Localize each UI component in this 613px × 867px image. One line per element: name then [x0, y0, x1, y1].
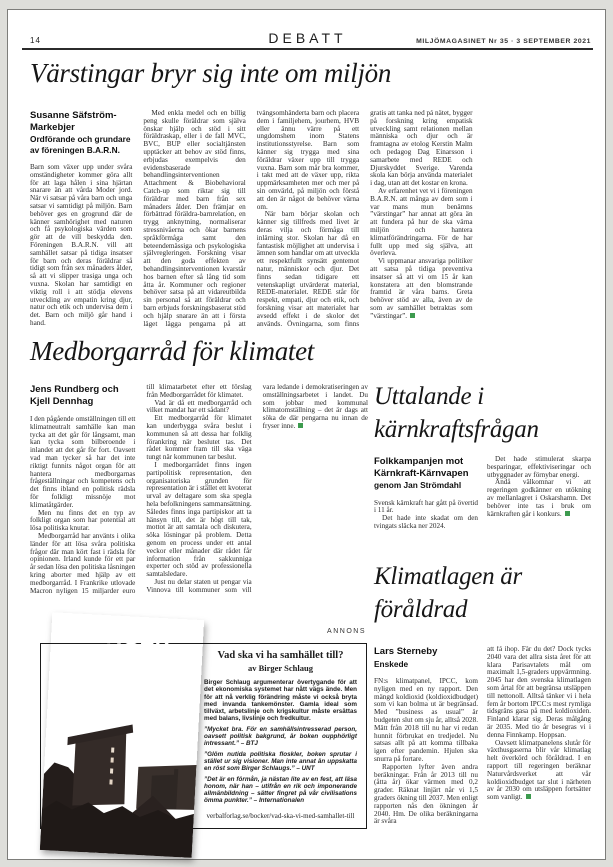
- newspaper-page: [7, 9, 606, 860]
- article2-body: [30, 384, 368, 602]
- article2-paragraph: Ett medborgarråd för klimatet kan underbygga svåra beslut i kommunen så att dessa har folklig förankring när beslutet tas. Det rådet kommer fram till ska väga tungt när kommunen tar beslut.: [146, 414, 252, 462]
- article4-title: Klimatlagen är föråldrad: [374, 563, 522, 623]
- book-cover: [40, 612, 204, 858]
- end-of-article-marker: [410, 313, 415, 318]
- article1-paragraph: När barn börjar skolan och känner sig tillfreds med livet är deras vilja och förmåga till inlärning stor. Skolan har då en fantastisk möjlighet att undervisa i ämnen som handlar om att utveckla ett respektfullt synsätt gentemot natur, människor och djur. Det finns sedan tidigare ett vetenskapligt utvärderat material, REDE-materialet. REDE står för respekt, empati, djur och etik, och forskning visar att materialet har avsedd effekt i de skolor det används. Övningarna, som finns gratis att tanka ned på nätet, bygger på forskning kring empatisk utveckling samt relationen mellan människa och djur och är framtagna av etolog Kerstin Malm och pedagog Dag Einarsson i samarbete med REDE och Djurskyddet Sverige. Varenda skola kan börja använda materialet i dag, utan att det kostar en krona.: [256, 110, 473, 328]
- article4-paragraph: att få ihop. Får du det? Dock tycks 2040 vara det allra sista året för att klara Parisavtalets mål om maximalt 1,5-graders uppvärmning. 2045 har den svenska klimatlagen som årtal för att begränsa utsläppen till nettonoll. Alltså tänker vi i hela fem år bortom IPCC:s mest rymliga tidsgräns gasa på med koldioxiden. Finland klarar sig. Deras målgång är 2035. Med tio år besegras vi i denna Finnkamp. Hoppsan.: [487, 646, 591, 739]
- article2-paragraph: Just nu delar staten ut pengar via Vinnova till kommuner som vill vara ledande i demokratiseringen av omställningsarbetet i landet. Du som jobbar med kommunal klimatomställning – det är dags att söka de där pengarna nu innan de fryser inne.: [146, 384, 368, 594]
- ad-quote: ”Mycket bra. För en samhällsintresserad person, oavsett politisk bakgrund, är boken oupphörligt intressant.” – BTJ: [204, 725, 357, 748]
- article4-author-role: Enskede: [374, 658, 409, 669]
- article3-column-2: [487, 456, 591, 558]
- article2-paragraph: I den pågående omställningen till ett klimatneutralt samhälle kan man tycka att det går för långsamt, man kan tycka som bilberoende i inlandet att det går för fort. Oavsett vad man tycker så har det inte riktigt funnits något organ för att hantera medborgarnas frågeställningar och kompetens och det finns ibland en politisk rädsla för folkligt missnöje mot klimatåtgärder.: [30, 415, 136, 509]
- article3-paragraph: Ändå välkomnar vi att regeringen godkänner en utökning av mellanlagret i Oskarshamn. Det behöver inte tas i bruk om kärnkraften går i konkurs.: [487, 478, 591, 518]
- article2-paragraph: I medborgarrådet finns ingen partipolitisk representation, den organisatoriska grunden för representation är i stället ett kvoterat urval av deltagare som ska spegla hela befolkningens sammansättning. Således finns inga partipiskor att ta hänsyn till, det är högt till tak, mottot är att samtala och diskutera, söka lösningar på problem. Detta genom en process under ett antal veckor eller månader där rådet får information från sakkunniga experter och stöd av professionella samtalsledare.: [146, 460, 252, 579]
- article3-author-by: genom Jan Strömdahl: [374, 480, 462, 490]
- article3-paragraph: Det hade stimulerat skarpa besparingar, effektiviseringar och utbyggnader av förnybar energi.: [487, 456, 591, 479]
- article4-author: Lars Sterneby: [374, 646, 438, 657]
- article1-author-role: Ordförande och grundare av föreningen B.A.R.N.: [30, 134, 131, 155]
- end-of-article-marker: [565, 511, 570, 516]
- article4-body: [374, 646, 592, 852]
- article2-paragraph: Medborgarråd har använts i olika länder för att lösa svåra politiska frågor där man kört fast i rädsla för opinionen. Irland kunde för ett par år sedan lösa den politiska låsningen kring aborter med hjälp av ett medborgarråd. I Frankrike utlovade Macron nyligen 15 miljarder euro till klimatarbetet efter ett förslag från Medborgarrådet för klimatet.: [30, 384, 252, 595]
- section-title: DEBATT: [268, 30, 347, 46]
- article1-byline: [30, 110, 132, 155]
- article2-author: Jens Rundberg och Kjell Dennhag: [30, 384, 119, 407]
- ad-label: ANNONS: [327, 628, 366, 635]
- article2-byline: [30, 384, 135, 407]
- article4-paragraph: Oavsett klimatpanelens slutår för växthusgaserna blir vår klimatlag helt överkörd och föråldrad. I en rapport till regeringen beräknar Naturvårdsverket att vår koldioxidbudget tar slut i närheten av år 2030 om utsläppen fortsätter som vanligt.: [487, 738, 591, 802]
- article1-paragraph: Barn som växer upp under svåra omständigheter kommer göra allt för att laga hålen i sina hjärtan snarare än att vårda Moder jord. När vi satsar på våra barn och unga satsar vi samtidigt på miljön. Barn behöver ges en grogrund där de känner samhörighet med naturen och få psykologiska värden som gör att de vill beskydda den. Föreningen B.A.R.N. vill att samhället satsar på tidiga insatser för barn och deras föräldrar så tidigt som från sex månaders ålder, så att vi slipper trasiga unga och vuxna. Skolan har samtidigt en viktig roll i att stödja elevens utveckling av empatin kring djur, natur och etik och undervisa dem i det. Barn och miljö går hand i hand.: [30, 163, 133, 327]
- article4-byline: [374, 646, 478, 669]
- article1-paragraph: Vi uppmanar ansvariga politiker att satsa på tidiga preventiva insatser så att vi om 15 år kan konstatera att den blomstrande framtid är våra barns. Greta behöver stöd av alla, även av de som av samhället betraktas som ”värstingar”.: [370, 257, 473, 320]
- article1-paragraph: Med enkla medel och en billig peng skulle föräldrar som själva önskar hjälp och stöd i sitt föräldraskap, eller i de fall MVC, BVC, BUP eller socialtjänsten upptäcker att behov av stöd finns, erbjudas exempelvis den evidensbaserade behandlingsinterventionen Attachment & Biobehavioral Catch-up som riktar sig till föräldrar med barn från sex månaders ålder. Den främjar en förbättrad föräldra-barnrelation, en trygg anknytning, normaliserar stressnivåerna och ökar barnens språkförmåga samt den beteendemässiga och psykologiska självregleringen. Forskning visar att den goda effekten av behandlingsinterventionen kvarstår hos barnen efter så lång tid som åtta år. Kommuner och regioner behöver satsa på att vidareutbilda sin personal så att föräldrar och barn erbjuds forskningsbaserat stöd och hjälp snarare än att i första läget lägga pengarna på att tvångsomhänderta barn och placera dem i familjehem, jourhem, HVB eller ännu värre på ett ungdomshem inom Statens institutionsstyrelse. Barn som känner sig trygga med sina föräldrar växer upp till trygga vuxna. Barn som mår bra kommer, i takt med att de växer upp, rikta uppmärksamheten mer och mer på sin omvärld, på miljön och förstå att den är något de behöver värna om.: [143, 110, 360, 328]
- issue-info: MILJÖMAGASINET Nr 35 · 3 SEPTEMBER 2021: [416, 38, 591, 45]
- end-of-article-marker: [298, 423, 303, 428]
- page-header: [22, 24, 593, 50]
- ad-text: [204, 650, 357, 820]
- article3-author-org: Folkkampanjen mot Kärnkraft-Kärnvapen: [374, 456, 469, 479]
- ad-url: verbalforlag.se/bocker/vad-ska-vi-med-samhallet-till: [206, 811, 355, 820]
- article3-column-1: [374, 456, 478, 558]
- book-title: Vad ska vi ha samhället till?: [82, 655, 167, 688]
- book-publisher: verbal: [166, 716, 184, 724]
- book-author-first-name: BIRGER: [82, 621, 173, 652]
- article1-paragraph: Av erfarenhet vet vi i föreningen B.A.R.N. att många av dem som i var mans mun benämns ”värstingar” har annat att göra än att fundera på hur de ska värna miljön och hantera klimatförändringarna. För de har fullt upp med sig själva, att överleva.: [370, 186, 473, 258]
- ad-subheading: av Birger Schlaug: [247, 663, 313, 673]
- book-author-last-name: SCHLAUG: [71, 690, 176, 718]
- article3-title: Uttalande i kärnkraftsfrågan: [374, 383, 539, 443]
- ad-body: Birger Schlaug argumenterar övertygande för att det ekonomiska systemet har nått vägs ände. Men för att nå verklig förändring måste vi också bryta med invanda tankemönster. Gamla ideal som tillväxt, arbetslinje och krigskultur måste ersättas med balans, livslinje och fredkultur.: [204, 679, 357, 723]
- article4-column-1: [374, 646, 478, 852]
- article3-paragraph: Det hade inte skadat om den tvingats släcka ner 2024.: [374, 514, 478, 530]
- article1-body: [30, 110, 586, 334]
- book-cover-text: [47, 612, 204, 724]
- article4-paragraph: Rapporten lyfter även andra beräkningar. Från år 2013 till nu (åtta år) ökar värmen med 0,2 grader. Räknat linjärt når vi 1,5 graders ökning till 2037. Men enligt rapporten nås den ökningen år 2040. Hm. De olika beräkningarna är svåra: [374, 762, 478, 826]
- end-of-article-marker: [526, 794, 531, 799]
- page-number: 14: [30, 36, 41, 45]
- ad-quote: ”Glöm nutida politiska floskler, boken sprutar i stället ur sig visioner. Man inte annat än uppskatta en röst som Birger Schlaugs.” – UNT: [204, 750, 357, 773]
- article3-byline: [374, 456, 478, 491]
- ad-heading: Vad ska vi ha samhället till?: [217, 650, 344, 661]
- article1-author: Susanne Säfström-Markebjer: [30, 110, 117, 133]
- article2-title: Medborgarråd för klimatet: [30, 336, 314, 366]
- ad-quote: ”Det är en förmån, ja nästan lite av en fest, att läsa honom, när han – utifrån en rik och imponerande allmänbildning – sätter fingret på vår civilisations ömma punkter.” – Internationalen: [204, 775, 357, 805]
- article4-paragraph: FN:s klimatpanel, IPCC, kom nyligen med en ny rapport. Den mängd koldioxid (koldioxidbudget) som vi kan bolma ut är begränsad. Med ”business as usual” är budgeten slut om sju år, alltså 2028. Mätt från 2018 till nu har vi redan hunnit förbrukat en tredjedel. Nu satsas allt på att komma tillbaka igen efter pandemin. Hjulen ska snurra på fortare.: [374, 677, 478, 763]
- article3-body: [374, 456, 592, 558]
- article3-paragraph: Svensk kärnkraft har gått på övertid i 11 år.: [374, 498, 478, 515]
- article2-paragraph: Vad är då ett medborgarråd och vilket mandat har ett sådant?: [146, 398, 252, 415]
- article1-title: Värstingar bryr sig inte om miljön: [30, 58, 392, 88]
- article2-paragraph: Men nu finns det en typ av folkligt organ som har potential att lösa politiska knutar.: [30, 508, 136, 533]
- article4-column-2: [487, 646, 591, 852]
